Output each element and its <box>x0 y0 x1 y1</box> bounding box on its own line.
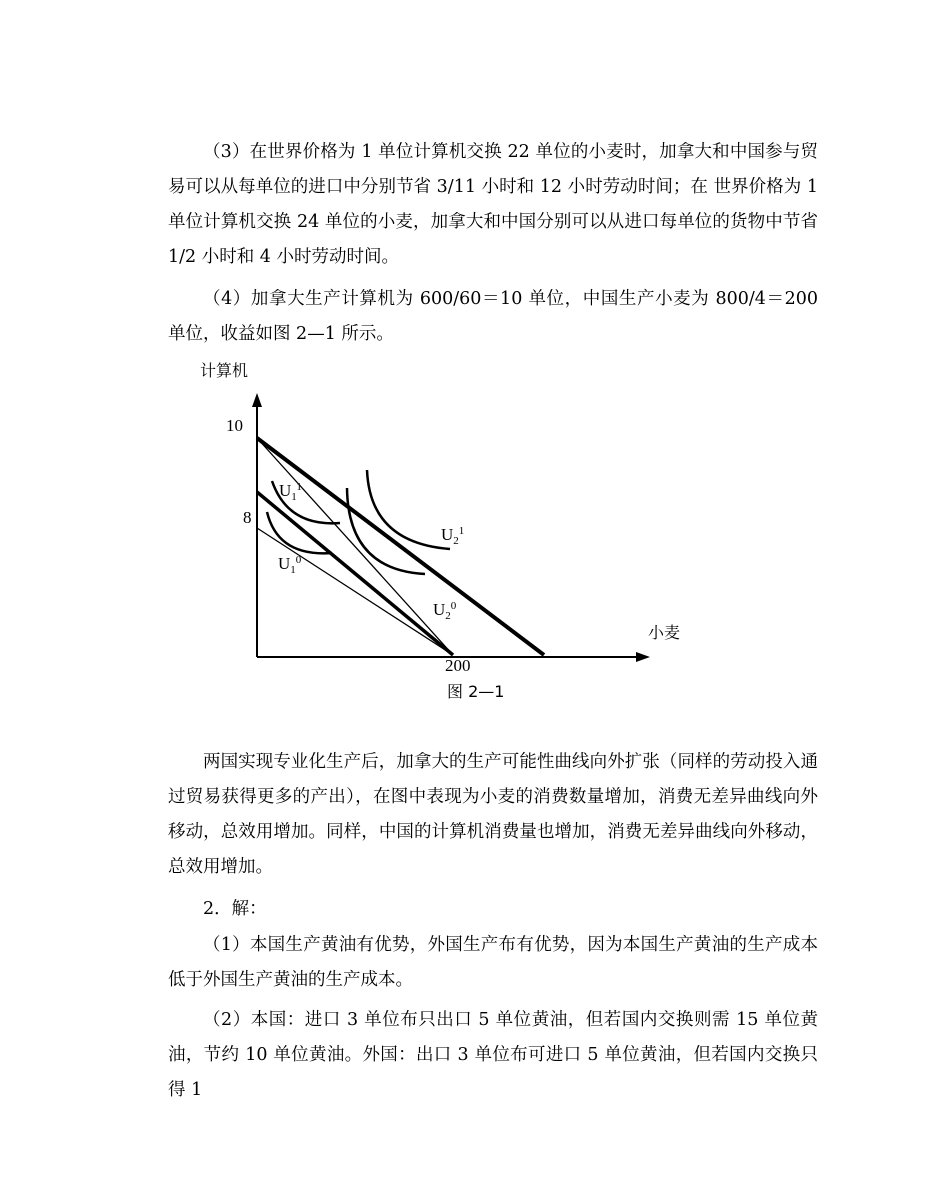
u2-0-label: $U_2^0$ <box>433 600 457 622</box>
paragraph-3: （3）在世界价格为 1 单位计算机交换 22 单位的小麦时，加拿大和中国参与贸易可以从每单位的进口中分别节省 3/11 小时和 12 小时劳动时间；在 世界价格为 1 单位计算机交换 24 单位的小麦，加拿大和中国分别可以从进口每单位的货物中节省 1/2 小时和 4 小时劳动时间。 <box>168 142 818 267</box>
u2-1-curve <box>367 470 450 549</box>
y-tick-8: 8 <box>243 508 252 527</box>
paragraph-4: （4）加拿大生产计算机为 600/60＝10 单位，中国生产小麦为 800/4＝200 单位，收益如图 2—1 所示。 <box>168 289 818 344</box>
q2-heading: 2．解： <box>203 899 267 919</box>
q2-part-1: （1）本国生产黄油有优势，外国生产布有优势，因为本国生产黄油的生产成本低于外国生产黄油的生产成本。 <box>168 935 818 990</box>
x-axis-arrow <box>636 652 650 662</box>
chart-svg <box>160 355 720 715</box>
figure-caption: 图 2—1 <box>447 682 505 701</box>
u1-1-label: $U_1^1$ <box>279 481 302 503</box>
u2-1-label: $U_2^1$ <box>441 525 465 547</box>
canada-trade-line <box>257 438 544 655</box>
u1-0-label: $U_1^0$ <box>278 554 302 576</box>
y-tick-10: 10 <box>226 416 243 435</box>
y-axis-arrow <box>252 393 262 407</box>
q2-part-2: （2）本国：进口 3 单位布只出口 5 单位黄油，但若国内交换则需 15 单位黄油，节约 10 单位黄油。外国：出口 3 单位布可进口 5 单位黄油，但若国内交换只得 1 <box>168 1010 818 1100</box>
x-tick-200: 200 <box>445 656 471 675</box>
y-axis-label: 计算机 <box>200 361 249 380</box>
x-axis-label: 小麦 <box>648 623 681 642</box>
paragraph-analysis: 两国实现专业化生产后，加拿大的生产可能性曲线向外扩张（同样的劳动投入通过贸易获得更多的产出），在图中表现为小麦的消费数量增加，消费无差异曲线向外移动，总效用增加。同样，中国的计算机消费量也增加，消费无差异曲线向外移动，总效用增加。 <box>168 752 818 877</box>
u2-0-curve <box>347 488 425 574</box>
figure-2-1 <box>160 355 720 715</box>
